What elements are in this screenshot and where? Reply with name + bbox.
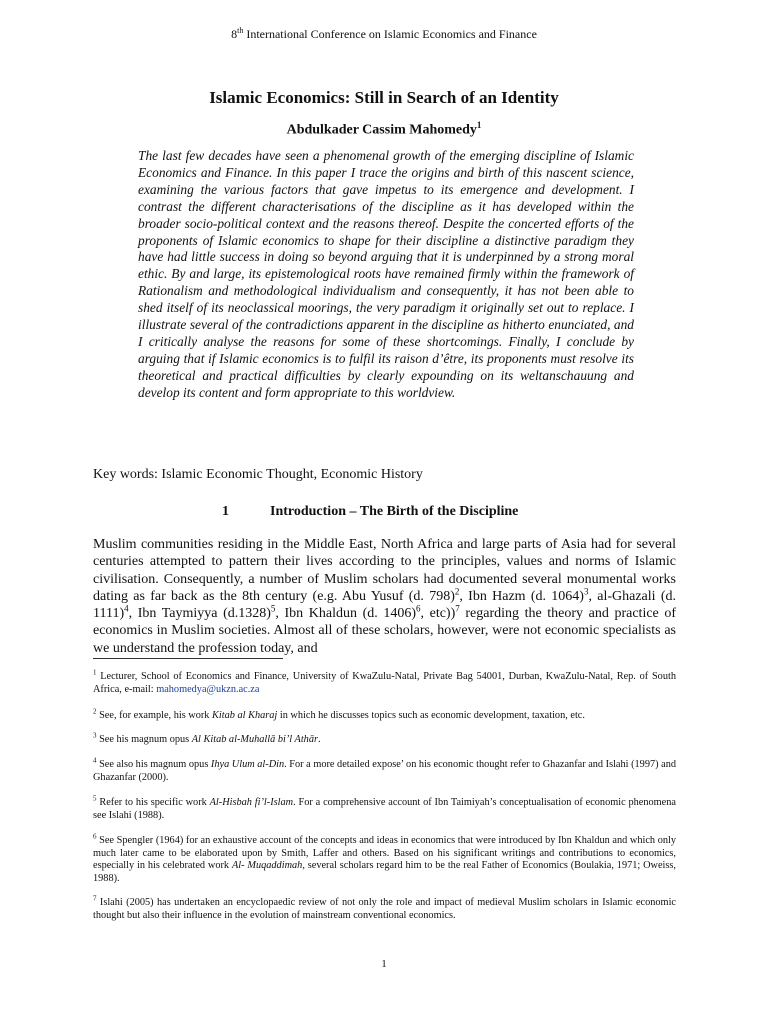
footnote-6 (93, 832, 676, 885)
footnote-mark: 3 (93, 731, 97, 740)
page-number: 1 (381, 958, 387, 970)
footnote-ref[interactable]: 6 (416, 603, 421, 614)
footnote-text: Refer to his specific work (96, 797, 210, 808)
body-text: , Ibn Taymiyya (d.1328) (128, 606, 271, 622)
author-line (0, 120, 768, 139)
body-text: , etc)) (420, 606, 456, 622)
footnote-text: , several scholars regard him to be the real Father of Economics (Boulakia, 1971; Oweiss, 1988). (93, 860, 676, 884)
footnote-mark: 6 (93, 832, 97, 841)
footnote-work-title: Kitab al Kharaj (212, 710, 278, 721)
footnote-mark: 7 (93, 894, 97, 903)
footnote-ref[interactable]: 4 (124, 603, 129, 614)
footnote-text: . For a comprehensive account of Ibn Taimiyah’s conceptualisation of economic phenomena see Islahi (1988). (93, 797, 676, 821)
footnote-7 (93, 894, 676, 922)
header-text: International Conference on Islamic Economics and Finance (243, 27, 537, 41)
section-heading (222, 504, 518, 520)
footnote-ref[interactable]: 7 (455, 603, 460, 614)
keywords: Key words: Islamic Economic Thought, Economic History (93, 467, 423, 482)
footnote-mark: 1 (93, 668, 97, 677)
footnote-4 (93, 756, 676, 784)
footnote-text: See also his magnum opus (96, 759, 211, 770)
footnote-text: . (317, 734, 321, 745)
body-text: , al-Ghazali (d. 1111) (93, 588, 676, 622)
footnote-3 (93, 731, 676, 747)
footnote-ref[interactable]: 2 (454, 586, 460, 597)
footnote-ref[interactable]: 3 (583, 586, 589, 597)
abstract: The last few decades have seen a phenomenal growth of the emerging discipline of Islamic Economics and Finance. In this paper I trace the origins and birth of this nascent science, examining the various factors that gave impetus to its emergence and development. I contrast the different characterisations of the discipline as it has developed within the broader socio-political context and the reasons thereof. Despite the concerted efforts of the proponents of Islamic economics to shape for their discipline a distinctive paradigm they have had little success in doing so beyond arguing that it is underpinned by a strong moral ethic. By and large, its epistemological roots have remained firmly within the framework of Rationalism and methodological individualism and consequently, it has not been able to shed itself of its neoclassical moorings, the very paradigm it originally set out to replace. I illustrate several of the contradictions apparent in the discipline as hitherto enunciated, and I critically analyse the reasons for some of these shortcomings. Finally, I conclude by arguing that if Islamic economics is to fulfil its raison d’être, its proponents must resolve its theoretical and practical difficulties by clearly expounding on its weltanschauung and develop its content and form appropriate to this worldview. (138, 148, 634, 400)
body-text: , Ibn Khaldun (d. 1406) (275, 606, 417, 622)
header-ordinal-suffix: th (237, 26, 244, 35)
footnote-2 (93, 707, 676, 723)
footnote-5 (93, 794, 676, 822)
footnote-text: See his magnum opus (96, 734, 192, 745)
paper-title: Islamic Economics: Still in Search of an Identity (209, 88, 559, 107)
footnote-mark: 4 (93, 756, 97, 765)
author-footnote-mark: 1 (476, 120, 482, 130)
footnote-work-title: Al-Hisbah fi’l-Islam (209, 797, 294, 808)
footnote-separator (93, 658, 283, 659)
section-number: 1 (222, 504, 229, 519)
footnote-work-title: Ihya Ulum al-Din (210, 759, 285, 770)
body-text: , Ibn Hazm (d. 1064) (459, 588, 584, 604)
footnote-work-title: Al- Muqaddimah (231, 860, 303, 871)
body-text: regarding the theory and practice of economics in Muslim societies. Almost all of these scholars, however, were not economic specialists as we understand the profession today, and (93, 606, 677, 656)
author-name: Abdulkader Cassim Mahomedy (286, 122, 477, 138)
running-header (0, 26, 768, 42)
footnote-text: Lecturer, School of Economics and Finance, University of KwaZulu-Natal, Private Bag 54001, Durban, KwaZulu-Natal, Rep. of South Africa, e-mail: (93, 671, 676, 695)
footnote-1 (93, 668, 676, 696)
email-link[interactable]: mahomedya@ukzn.ac.za (156, 683, 260, 695)
footnote-text: in which he discusses topics such as economic development, taxation, etc. (277, 710, 585, 721)
footnote-mark: 2 (93, 707, 97, 716)
footnote-text: Islahi (2005) has undertaken an encyclopaedic review of not only the role and impact of medieval Muslim scholars in Islamic economic thought but also their influence in the evolution of mainstream conventional economics. (93, 897, 676, 921)
footnote-text: . For a more detailed expose’ on his economic thought refer to Ghazanfar and Islahi (1997) and Ghazanfar (2000). (93, 759, 676, 783)
footnote-text: See Spengler (1964) for an exhaustive account of the concepts and ideas in economics that were introduced by Ibn Khaldun and which only much later came to be elaborated upon by Smith, Laffer and others. Based on his significant writings and contributions to economics, especially in his celebrated work (93, 835, 676, 871)
body-text: Muslim communities residing in the Middle East, North Africa and large parts of Asia had for several centuries attempted to pattern their lives according to the principles, values and norms of Islamic civilisation. Consequently, a number of Muslim scholars had documented several monumental works dating as far back as the 8th century (e.g. Abu Yusuf (d. 798) (93, 537, 676, 604)
footnote-mark: 5 (93, 794, 97, 803)
footnote-work-title: Al Kitab al-Muhallā bi’l Athār (191, 734, 318, 745)
section-title: Introduction – The Birth of the Discipline (270, 504, 519, 519)
footnote-text: See, for example, his work (96, 710, 213, 721)
header-ordinal: 8 (231, 27, 238, 41)
body-paragraph (93, 536, 676, 657)
footnote-ref[interactable]: 5 (270, 603, 276, 614)
